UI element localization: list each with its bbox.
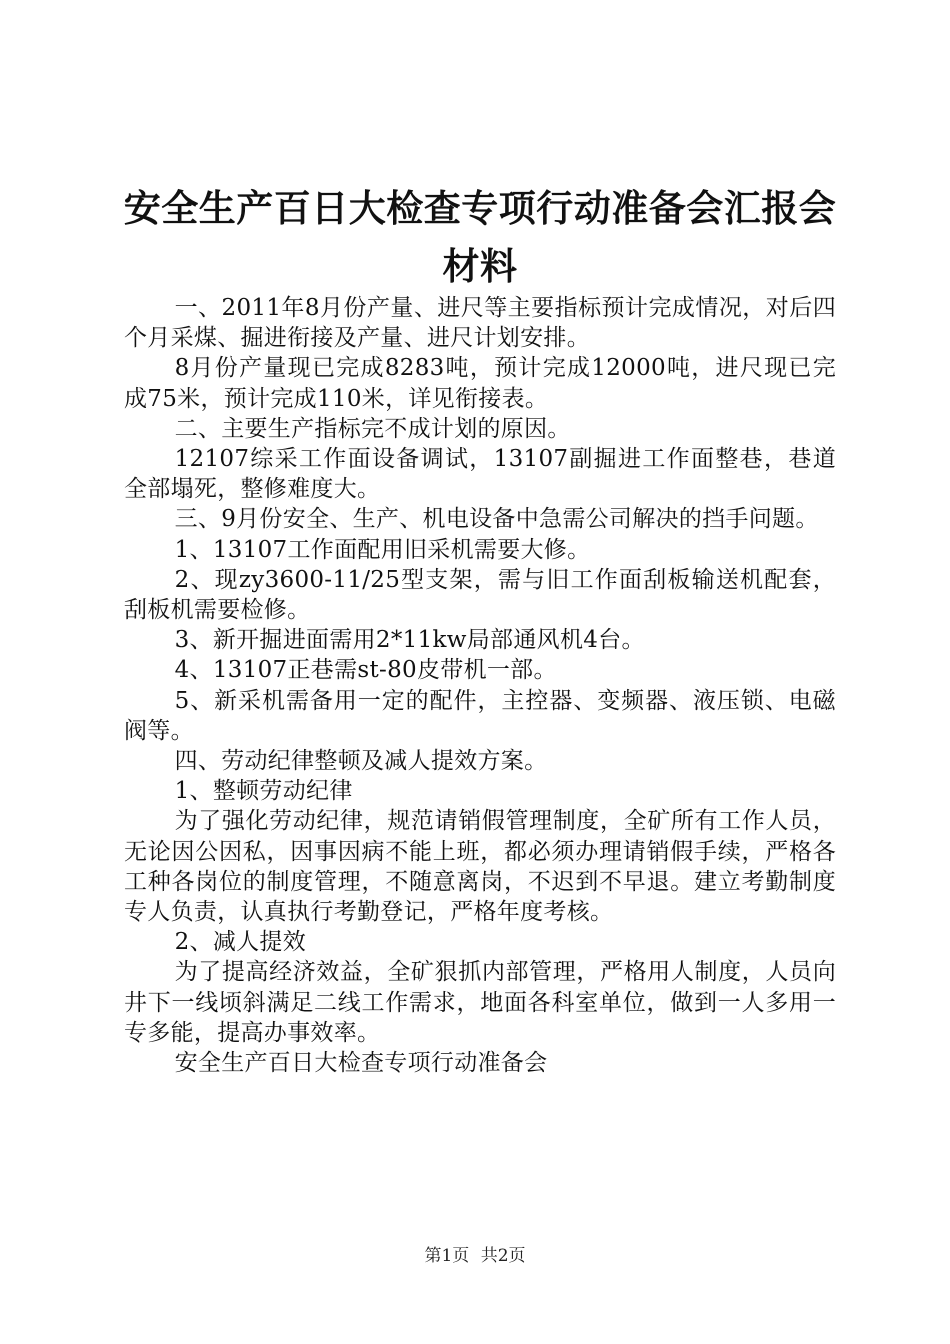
paragraph: 三、9月份安全、生产、机电设备中急需公司解决的挡手问题。 [174, 506, 819, 533]
document-title: 安全生产百日大检查专项行动准备会汇报会材料 [123, 187, 837, 288]
document-body [124, 293, 836, 1078]
paragraph: 4、13107正巷需st-80皮带机一部。 [174, 657, 557, 684]
paragraph: 12107综采工作面设备调试，13107副掘进工作面整巷，巷道全部塌死，整修难度大。 [124, 446, 836, 503]
paragraph: 1、13107工作面配用旧采机需要大修。 [174, 536, 591, 563]
paragraph: 为了强化劳动纪律，规范请销假管理制度，全矿所有工作人员，无论因公因私，因事因病不能上班，都必须办理请销假手续，严格各工种各岗位的制度管理，不随意离岗，不迟到不早退。建立考勤制度专人负责，认真执行考勤登记，严格年度考核。 [124, 808, 836, 926]
paragraph: 8月份产量现已完成8283吨，预计完成12000吨，进尺现已完成75米，预计完成110米，详见衔接表。 [124, 355, 836, 412]
paragraph: 2、减人提效 [174, 929, 307, 956]
paragraph: 为了提高经济效益，全矿狠抓内部管理，严格用人制度，人员向井下一线顷斜满足二线工作需求，地面各科室单位，做到一人多用一专多能，提高办事效率。 [124, 959, 836, 1046]
paragraph: 1、整顿劳动纪律 [174, 778, 353, 805]
paragraph: 四、劳动纪律整顿及减人提效方案。 [174, 748, 548, 775]
paragraph: 一、2011年8月份产量、进尺等主要指标预计完成情况，对后四个月采煤、掘进衔接及产量、进尺计划安排。 [124, 295, 836, 352]
paragraph: 2、现zy3600-11/25型支架，需与旧工作面刮板输送机配套，刮板机需要检修。 [124, 566, 836, 624]
page-number: 第1页 [424, 1246, 470, 1266]
paragraph: 二、主要生产指标完不成计划的原因。 [174, 415, 571, 442]
paragraph: 5、新采机需备用一定的配件，主控器、变频器、液压锁、电磁阀等。 [124, 687, 836, 744]
page-footer [0, 1241, 950, 1266]
page-total: 共2页 [480, 1246, 526, 1266]
paragraph: 3、新开掘进面需用2*11kw局部通风机4台。 [174, 627, 645, 654]
paragraph: 安全生产百日大检查专项行动准备会 [174, 1050, 548, 1077]
